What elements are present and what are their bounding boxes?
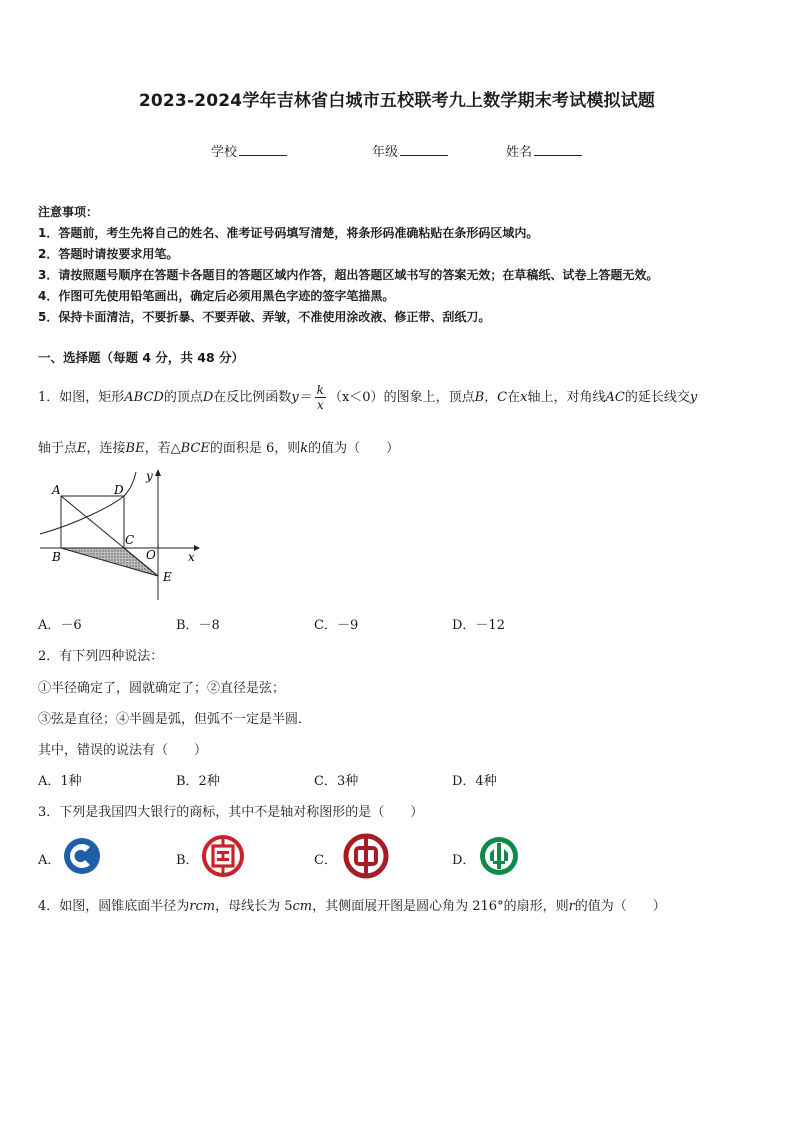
question-2-statement-2: ③弦是直径；④半圆是弧，但弧不一定是半圆． — [38, 712, 312, 727]
ccb-logo-icon — [62, 836, 102, 876]
icbc-logo-icon — [202, 835, 244, 877]
q2-option-c[interactable]: C．3种 — [314, 774, 359, 789]
page-title: 2023-2024学年吉林省白城市五校联考九上数学期末考试模拟试题 — [138, 91, 656, 111]
section-heading: 一、选择题（每题 4 分，共 48 分） — [38, 350, 245, 365]
notice-item: 3．请按照题号顺序在答题卡各题目的答题区域内作答，超出答题区域书写的答案无效；在草稿纸、试卷上答题无效。 — [38, 268, 659, 282]
q1-option-a[interactable]: A．－6 — [38, 618, 82, 633]
q1-option-d[interactable]: D．－12 — [452, 618, 505, 633]
question-4-stem: 4．如图，圆锥底面半径为rcm，母线长为 5cm，其侧面展开图是圆心角为 216°的扇形，则r的值为（ ） — [38, 899, 666, 914]
diagonal-ac — [61, 496, 158, 576]
fraction-k-over-x: $\frac{k}{x}$ — [316, 383, 324, 412]
question-3-stem: 3．下列是我国四大银行的商标，其中不是轴对称图形的是（ ） — [38, 805, 424, 820]
q3-option-d[interactable]: D． — [452, 853, 476, 868]
q2-option-d[interactable]: D．4种 — [452, 774, 497, 789]
question-1-line-2: 轴于点E，连接BE，若△BCE的面积是 6，则k的值为（ ） — [38, 441, 400, 456]
grade-label: 年级 — [372, 145, 399, 160]
question-1-figure — [36, 466, 206, 602]
grade-blank — [400, 143, 448, 156]
school-label: 学校 — [211, 145, 238, 160]
question-2-statement-1: ①半径确定了，圆就确定了；②直径是弦； — [38, 681, 286, 696]
q1-option-b[interactable]: B．－8 — [176, 618, 220, 633]
notice-item: 4．作图可先使用铅笔画出，确定后必须用黑色字迹的签字笔描黑。 — [38, 289, 395, 303]
question-1-line-1: 1．如图，矩形ABCD的顶点D在反比例函数y＝ $\frac{k}{x}$ （x＜0）的图象上，顶点B，C在x轴上，对角线AC的延长线交y — [38, 383, 698, 412]
q2-option-b[interactable]: B．2种 — [176, 774, 220, 789]
notice-item: 1．答题前，考生先将自己的姓名、准考证号码填写清楚，将条形码准确粘贴在条形码区域内。 — [38, 226, 539, 240]
q3-option-a[interactable]: A． — [38, 853, 61, 868]
school-field — [211, 141, 287, 160]
question-2-stem: 2．有下列四种说法： — [38, 649, 164, 664]
label-x-axis: x — [188, 550, 195, 564]
q3-option-c[interactable]: C． — [314, 853, 337, 868]
boc-logo-icon — [343, 833, 389, 879]
notice-item: 5．保持卡面清洁，不要折暴、不要弄破、弄皱，不准使用涂改液、修正带、刮纸刀。 — [38, 310, 491, 324]
notice-item: 2．答题时请按要求用笔。 — [38, 247, 179, 261]
name-blank — [534, 143, 582, 156]
name-field — [506, 141, 582, 160]
label-d: D — [114, 483, 124, 497]
q3-option-b[interactable]: B． — [176, 853, 199, 868]
label-e: E — [163, 570, 172, 584]
hyperbola-curve — [40, 472, 136, 534]
label-a: A — [52, 483, 61, 497]
name-label: 姓名 — [506, 145, 533, 160]
triangle-bce-shaded — [61, 548, 158, 576]
question-2-prompt: 其中，错误的说法有（ ） — [38, 743, 208, 758]
grade-field — [372, 141, 448, 160]
label-b: B — [52, 550, 61, 564]
school-blank — [239, 143, 287, 156]
label-y-axis: y — [146, 469, 153, 483]
notice-heading: 注意事项： — [38, 205, 99, 219]
label-o: O — [146, 548, 156, 562]
q2-option-a[interactable]: A．1种 — [38, 774, 82, 789]
q1-option-c[interactable]: C．－9 — [314, 618, 359, 633]
label-c: C — [125, 533, 135, 547]
abc-logo-icon — [478, 835, 520, 877]
